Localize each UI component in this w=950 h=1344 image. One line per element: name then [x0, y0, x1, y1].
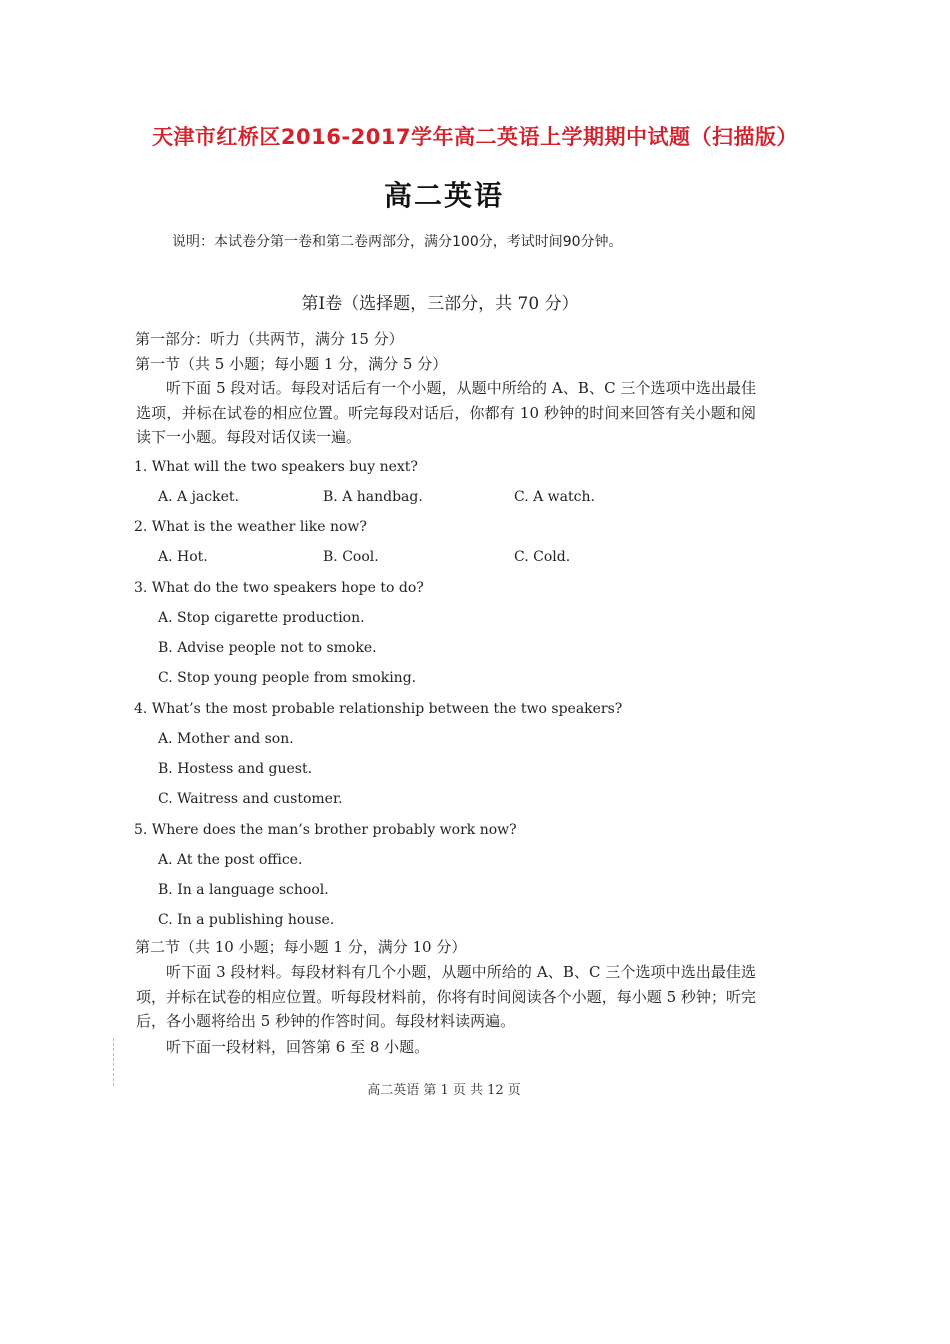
question-3-stem: 3. What do the two speakers hope to do? [134, 580, 424, 596]
question-5-option-c: C. In a publishing house. [158, 912, 335, 928]
part1-heading: 第一部分：听力（共两节，满分 15 分） [135, 330, 404, 348]
question-2-option-b: B. Cool. [323, 549, 379, 565]
volume-heading: 第Ⅰ卷（选择题，三部分，共 70 分） [301, 294, 579, 314]
question-3-option-b: B. Advise people not to smoke. [158, 640, 377, 656]
question-5-stem: 5. Where does the man’s brother probably work now? [134, 822, 517, 838]
exam-heading: 高二英语 [383, 179, 504, 212]
document-title: 天津市红桥区2016-2017学年高二英语上学期期中试题（扫描版） [151, 125, 799, 149]
question-3-option-a: A. Stop cigarette production. [158, 610, 365, 626]
question-2-stem: 2. What is the weather like now? [134, 519, 367, 535]
question-4-option-a: A. Mother and son. [158, 731, 294, 747]
question-1-option-b: B. A handbag. [323, 489, 423, 505]
question-4-option-b: B. Hostess and guest. [158, 761, 313, 777]
question-2-option-a: A. Hot. [158, 549, 208, 565]
question-3-option-c: C. Stop young people from smoking. [158, 670, 417, 686]
question-5-option-b: B. In a language school. [158, 882, 329, 898]
section2-directions: 听下面 3 段材料。每段材料有几个小题，从题中所给的 A、B、C 三个选项中选出最佳选项，并标在试卷的相应位置。听每段材料前，你将有时间阅读各个小题，每小题 5 秒钟；听完后，各小题将给出 5 秒钟的作答时间。每段材料读两遍。 [136, 963, 756, 1030]
question-1-option-c: C. A watch. [514, 489, 595, 505]
section2-note: 听下面一段材料，回答第 6 至 8 小题。 [166, 1038, 430, 1056]
question-5-option-a: A. At the post office. [158, 852, 303, 868]
section1-directions: 听下面 5 段对话。每段对话后有一个小题，从题中所给的 A、B、C 三个选项中选出最佳选项，并标在试卷的相应位置。听完每段对话后，你都有 10 秒钟的时间来回答有关小题和阅读下一小题。每段对话仅读一遍。 [136, 379, 756, 446]
question-4-stem: 4. What’s the most probable relationship between the two speakers? [134, 701, 623, 717]
question-1-stem: 1. What will the two speakers buy next? [134, 459, 418, 475]
question-4-option-c: C. Waitress and customer. [158, 791, 343, 807]
section1-heading: 第一节（共 5 小题；每小题 1 分，满分 5 分） [135, 355, 448, 373]
page-footer: 高二英语 第 1 页 共 12 页 [367, 1083, 521, 1098]
exam-instruction: 说明：本试卷分第一卷和第二卷两部分，满分100分，考试时间90分钟。 [172, 234, 623, 250]
question-1-option-a: A. A jacket. [158, 489, 239, 505]
section2-heading: 第二节（共 10 小题；每小题 1 分，满分 10 分） [135, 938, 467, 956]
question-2-option-c: C. Cold. [514, 549, 571, 565]
